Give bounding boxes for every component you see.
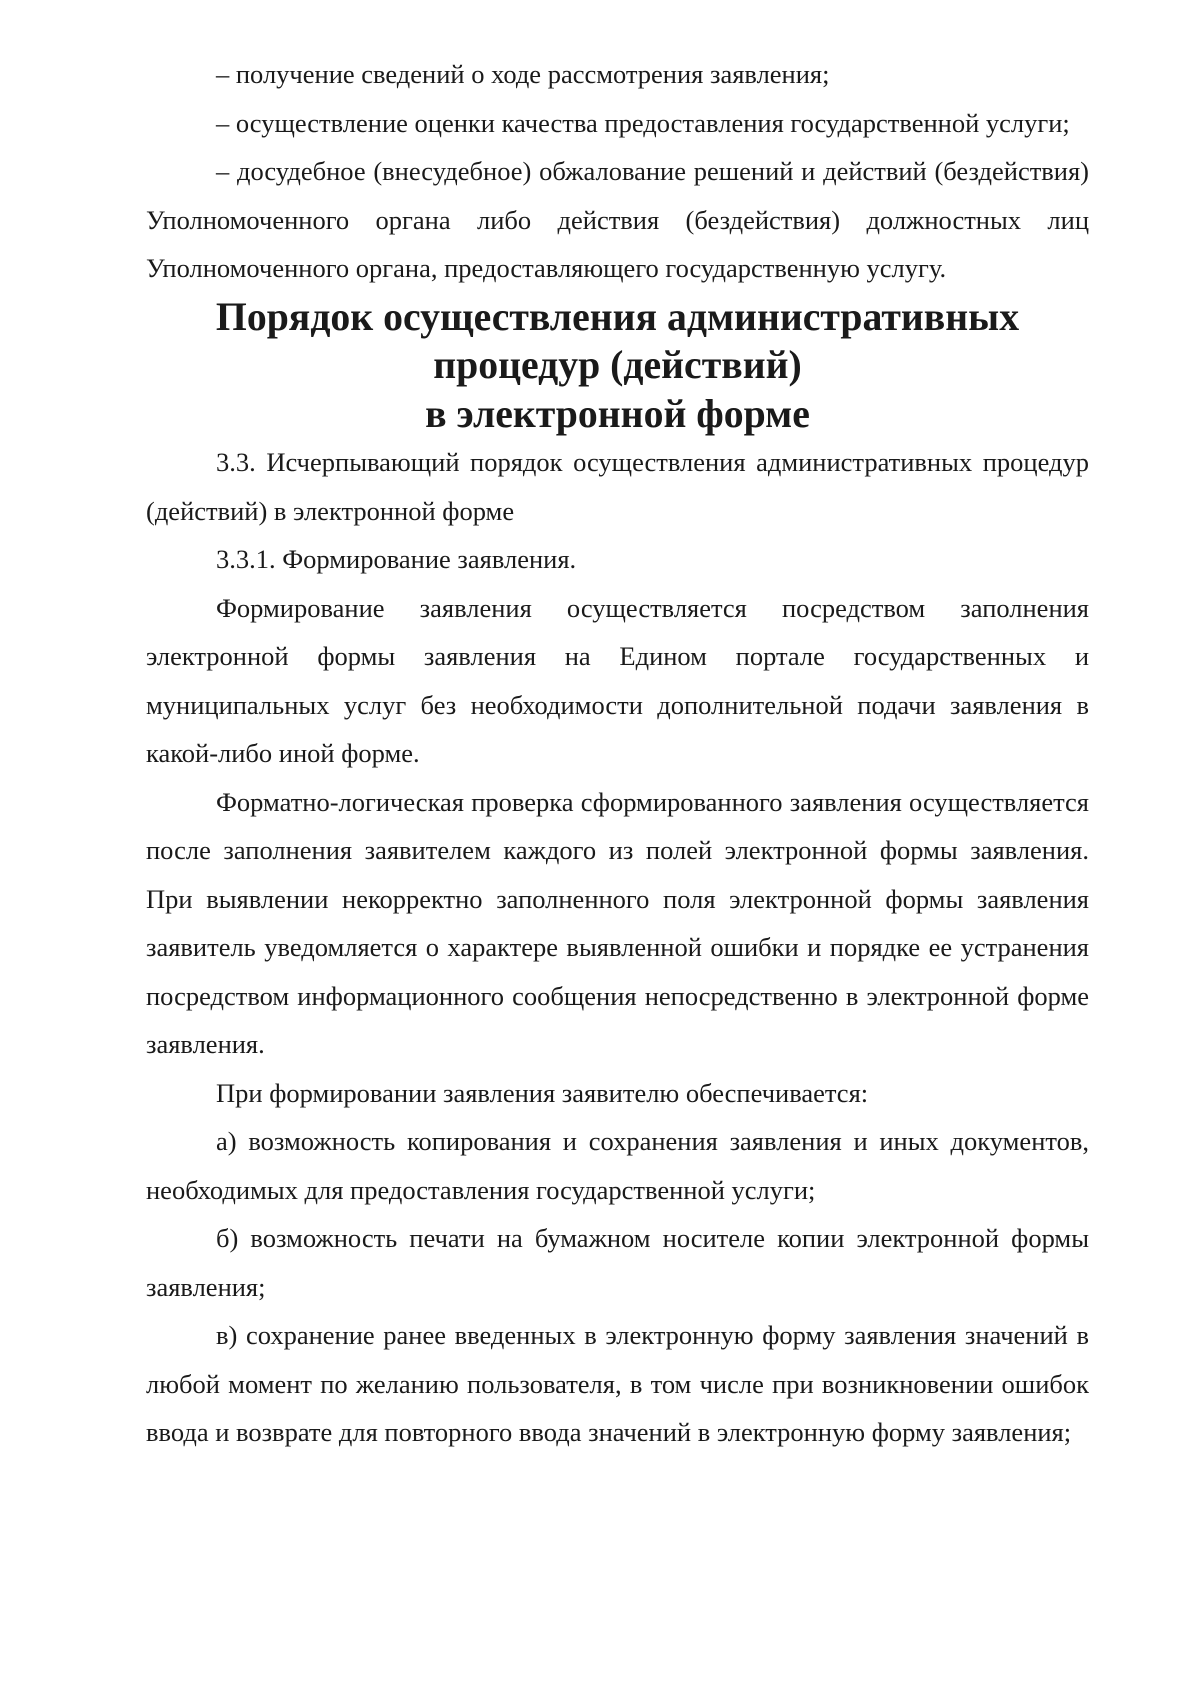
list-item-a: а) возможность копирования и сохранения заявления и иных документов, необходимых для предоставления государственной услуги; <box>146 1126 1089 1205</box>
paragraph-3-3-1: 3.3.1. Формирование заявления. <box>216 544 577 574</box>
list-item-b: б) возможность печати на бумажном носителе копии электронной формы заявления; <box>146 1223 1089 1302</box>
paragraph-provided: При формировании заявления заявителю обеспечивается: <box>216 1077 869 1108</box>
list-item-status-info: – получение сведений о ходе рассмотрения заявления; <box>216 59 830 89</box>
paragraph-format-check: Форматно-логическая проверка сформированного заявления осуществляется после заполнения заявителем каждого из полей электронной формы заявления. При выявлении некорректно заполненного поля электронной формы заявления заявитель уведомляется о характере выявленной ошибки и порядке ее устранения посредством информационного сообщения непосредственно в электронной форме заявления. <box>146 786 1089 1059</box>
paragraph-formation: Формирование заявления осуществляется посредством заполнения электронной формы заявления на Едином портале государственных и муниципальных услуг без необходимости дополнительной подачи заявления в какой-либо иной форме. <box>146 592 1089 768</box>
document-page <box>146 50 1089 1457</box>
paragraph-3-3: 3.3. Исчерпывающий порядок осуществления административных процедур (действий) в электронной форме <box>146 447 1089 526</box>
section-heading <box>146 293 1089 439</box>
list-item-appeal: – досудебное (внесудебное) обжалование решений и действий (бездействия) Уполномоченного органа либо действия (бездействия) должностных лиц Уполномоченного органа, предоставляющего государственную услугу. <box>146 156 1089 283</box>
section-heading-line-1: Порядок осуществления административных процедур (действий) <box>215 294 1020 387</box>
section-heading-line-2: в электронной форме <box>425 391 810 436</box>
list-item-quality-assessment: – осуществление оценки качества предоставления государственной услуги; <box>216 107 1070 138</box>
list-item-v: в) сохранение ранее введенных в электронную форму заявления значений в любой момент по желанию пользователя, в том числе при возникновении ошибок ввода и возврате для повторного ввода значений в электронную форму заявления; <box>146 1320 1089 1447</box>
